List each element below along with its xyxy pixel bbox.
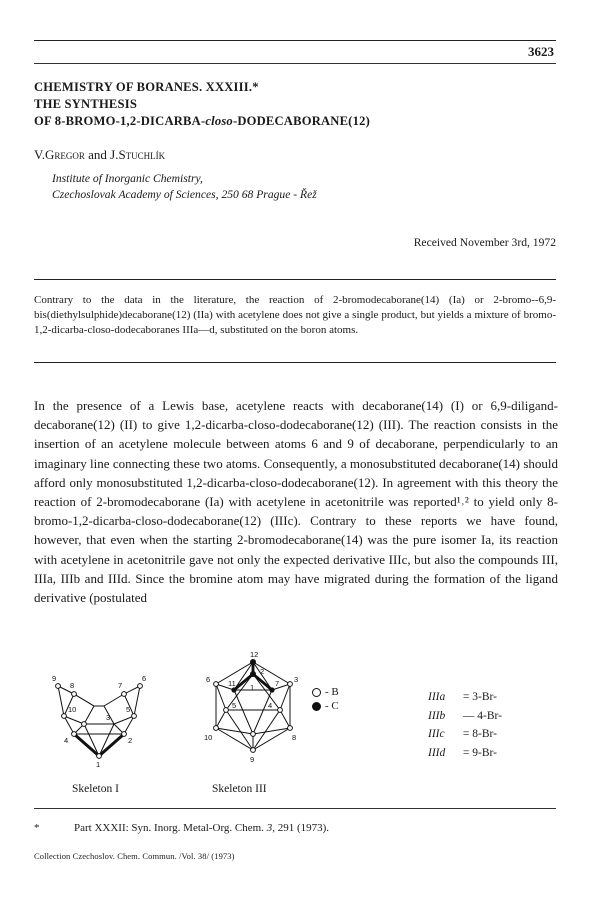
isomer-row	[428, 725, 502, 744]
skeleton-3-diagram	[198, 650, 308, 772]
boron-circle-icon	[312, 688, 321, 697]
skel3-label-9: 9	[250, 755, 255, 764]
legend-carbon-label: - C	[325, 700, 339, 712]
header-rule	[34, 63, 556, 64]
affiliation-line-2: Czechoslovak Academy of Sciences, 250 68 Prague - Řež	[52, 188, 317, 201]
title-line-2: THE SYNTHESIS	[34, 97, 138, 111]
abstract: Contrary to the data in the literature, the reaction of 2-bromodecaborane(14) (Ia) or 2-bromo--6,9-bis(diethylsulphide)decaborane(12) (IIa) with acetylene does not give a single product, but yields a mixture of bromo-1,2-dicarba-closo-dodecaboranes IIIa—d, substituted on the boron atoms.	[34, 294, 556, 337]
isomer-label: IIIc	[428, 728, 445, 740]
skel3-label-3: 3	[294, 675, 299, 684]
skel1-label-5: 5	[126, 705, 131, 714]
footnote-rule	[34, 808, 556, 809]
title-line-3-italic: closo	[205, 114, 233, 128]
isomer-row	[428, 688, 502, 707]
abstract-top-rule	[34, 279, 556, 280]
footnote-text-post: , 291 (1973).	[272, 822, 330, 834]
isomer-label: IIId	[428, 746, 446, 759]
article-title	[34, 79, 370, 130]
isomer-list	[428, 688, 502, 762]
skel3-label-5: 5	[232, 701, 237, 710]
isomer-value: = 8-Br-	[462, 728, 497, 740]
skel3-label-11: 11	[228, 679, 236, 688]
author-1: V.Gregor	[34, 147, 85, 162]
skeleton-1-atoms	[56, 684, 143, 759]
affiliation-line-1: Institute of Inorganic Chemistry,	[52, 172, 203, 185]
skel3-label-2: 2	[260, 667, 265, 676]
skel1-label-9: 9	[52, 674, 57, 683]
skel1-label-1: 1	[96, 760, 101, 769]
footnote-text-pre: Part XXXII: Syn. Inorg. Metal-Org. Chem.	[74, 822, 267, 834]
skel3-label-6: 6	[206, 675, 211, 684]
atom-legend	[312, 685, 339, 713]
skeleton-1-front-bonds	[74, 734, 124, 756]
journal-footer: Collection Czechoslov. Chem. Commun. /Vol. 38/ (1973)	[34, 851, 235, 861]
author-2: J.Stuchlík	[110, 147, 166, 162]
authors	[34, 147, 165, 163]
skeleton-1-diagram	[48, 672, 152, 780]
footnote-volume: 3	[266, 822, 273, 834]
skel3-label-12: 12	[250, 650, 259, 659]
isomer-value: = 9-Br-	[462, 746, 497, 759]
isomer-row	[428, 744, 502, 763]
isomer-value: — 4-Br-	[462, 709, 502, 722]
skel1-label-8: 8	[70, 681, 75, 690]
skel1-label-10: 10	[68, 705, 77, 714]
isomer-label: IIIa	[428, 691, 446, 703]
skeleton-1-bonds	[58, 686, 140, 756]
title-line-3-post: -DODECABORANE(12)	[232, 114, 370, 128]
skel3-label-8: 8	[292, 733, 297, 742]
isomer-value: = 3-Br-	[462, 691, 497, 703]
skel1-label-7: 7	[118, 681, 123, 690]
abstract-bottom-rule	[34, 362, 556, 363]
body-text	[34, 396, 558, 607]
skel3-label-4: 4	[268, 701, 273, 710]
skel1-label-3: 3	[106, 713, 111, 722]
isomer-label: IIIb	[428, 709, 446, 722]
skel3-label-10: 10	[204, 733, 213, 742]
footnote	[34, 822, 329, 834]
skel3-label-1: 1	[250, 683, 255, 692]
legend-boron-label: - B	[325, 686, 339, 698]
skel3-label-7: 7	[275, 679, 280, 688]
page-number: 3623	[528, 44, 554, 59]
caption-skeleton-1: Skeleton I	[72, 783, 119, 795]
received-date: Received November 3rd, 1972	[413, 236, 556, 249]
skel1-label-2: 2	[128, 736, 133, 745]
affiliation	[52, 171, 317, 203]
carbon-dot-icon	[312, 702, 321, 711]
title-line-3	[34, 113, 370, 130]
isomer-row	[428, 707, 502, 726]
skel1-label-6: 6	[142, 674, 147, 683]
top-rule	[34, 40, 556, 41]
title-line-3-pre: OF 8-BROMO-1,2-DICARBA-	[34, 114, 206, 128]
title-line-1: CHEMISTRY OF BORANES. XXXIII.*	[34, 80, 259, 94]
legend-carbon	[312, 699, 339, 713]
footnote-marker: *	[34, 822, 40, 834]
caption-skeleton-3: Skeleton III	[212, 783, 267, 795]
legend-boron	[312, 685, 339, 699]
skel1-label-4: 4	[64, 736, 69, 745]
authors-and: and	[84, 147, 111, 162]
body-paragraph: In the presence of a Lewis base, acetylene reacts with decaborane(14) (I) or 6,9-diligand-decaborane(12) (II) to give 1,2-dicarba-closo-dodecaborane(12) (III). The reaction consists in the insertion of an acetylene molecule between atoms 6 and 9 of decaborane, perpendicularly to an imaginary line connecting these two atoms. Consequently, a monosubstituted decaborane(14) should afford only monosubstituted 1,2-dicarba-closo-dodecaborane(12). In agreement with this theory the reaction of 2-bromodecaborane (Ia) with acetylene in acetonitrile was reported¹˒² to yield only 8-bromo-1,2-dicarba-closo-dodecaborane(12) (IIIc). Contrary to these reports we have found, however, that even when the starting 2-bromodecaborane(14) was the pure isomer Ia, its reaction with acetylene in acetonitrile gave not only the expected derivative IIIc, but also the compounds III, IIIa, IIIb and IIId. Since the bromine atom may have migrated during the formation of the ligand derivative (postulated	[34, 398, 558, 606]
